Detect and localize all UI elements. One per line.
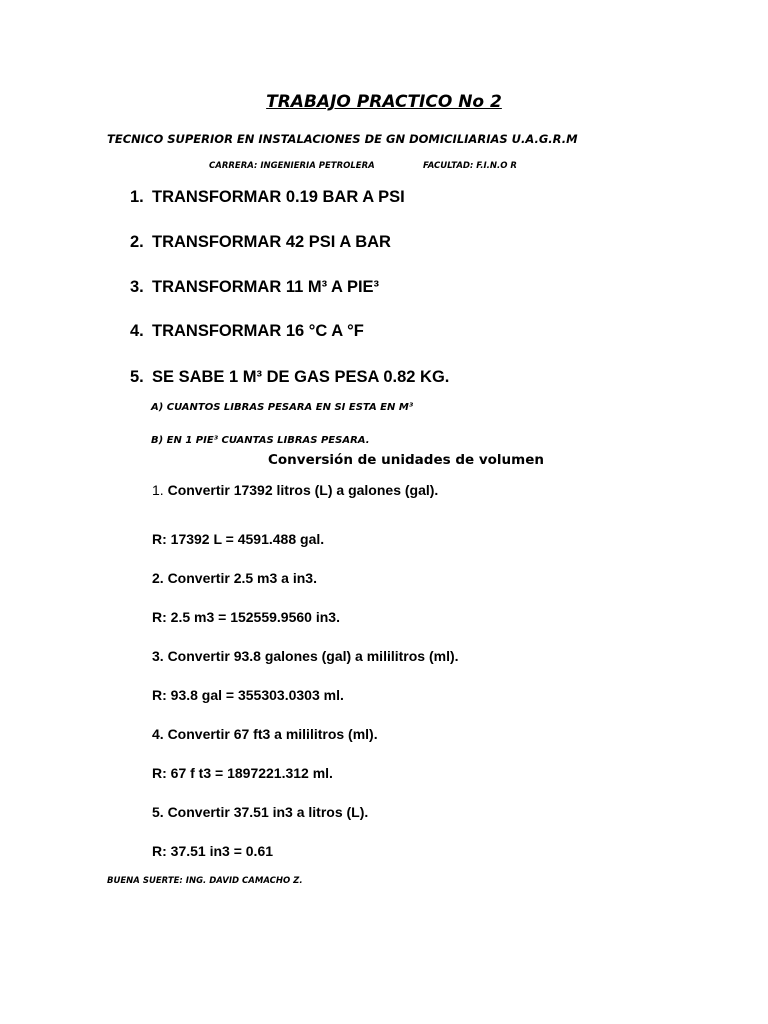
question-5 bbox=[130, 368, 449, 387]
question-text: TRANSFORMAR 0.19 BAR A PSI bbox=[152, 188, 405, 206]
question-3 bbox=[130, 278, 379, 297]
question-4 bbox=[130, 322, 364, 341]
conversion-line: 2. Convertir 2.5 m3 a in3. bbox=[152, 570, 317, 586]
question-text: TRANSFORMAR 42 PSI A BAR bbox=[152, 233, 391, 251]
conversion-line bbox=[152, 482, 438, 498]
conversion-line: R: 93.8 gal = 355303.0303 ml. bbox=[152, 687, 344, 703]
question-text: TRANSFORMAR 16 °C A °F bbox=[152, 322, 364, 340]
subquestion-b: B) EN 1 PIE³ CUANTAS LIBRAS PESARA. bbox=[151, 435, 370, 446]
question-number: 5. bbox=[130, 368, 144, 386]
question-number: 3. bbox=[130, 278, 144, 296]
course-subtitle: TECNICO SUPERIOR EN INSTALACIONES DE GN DOMICILIARIAS U.A.G.R.M bbox=[107, 132, 578, 146]
question-text: TRANSFORMAR 11 M³ A PIE³ bbox=[152, 278, 380, 296]
question-number: 1. bbox=[130, 188, 144, 206]
question-number: 2. bbox=[130, 233, 144, 251]
question-text: SE SABE 1 M³ DE GAS PESA 0.82 KG. bbox=[152, 368, 450, 386]
line-text: Convertir 17392 litros (L) a galones (gal). bbox=[167, 482, 439, 498]
page-title: TRABAJO PRACTICO No 2 bbox=[266, 92, 502, 112]
question-2 bbox=[130, 233, 391, 252]
career-label: CARRERA: INGENIERIA PETROLERA bbox=[209, 161, 375, 171]
conversion-line: 3. Convertir 93.8 galones (gal) a mililitros (ml). bbox=[152, 648, 459, 664]
faculty-label: FACULTAD: F.I.N.O R bbox=[423, 161, 517, 171]
conversion-title: Conversión de unidades de volumen bbox=[267, 452, 545, 468]
question-number: 4. bbox=[130, 322, 144, 340]
line-number: 1. bbox=[152, 482, 164, 498]
conversion-line: R: 67 f t3 = 1897221.312 ml. bbox=[152, 765, 333, 781]
subquestion-a: A) CUANTOS LIBRAS PESARA EN SI ESTA EN M³ bbox=[151, 402, 414, 413]
footer-signature: BUENA SUERTE: ING. DAVID CAMACHO Z. bbox=[107, 876, 303, 886]
conversion-line: R: 2.5 m3 = 152559.9560 in3. bbox=[152, 609, 340, 625]
conversion-line: R: 37.51 in3 = 0.61 bbox=[152, 843, 274, 859]
question-1 bbox=[130, 188, 405, 207]
conversion-line: R: 17392 L = 4591.488 gal. bbox=[152, 531, 325, 547]
conversion-line: 5. Convertir 37.51 in3 a litros (L). bbox=[152, 804, 369, 820]
conversion-line: 4. Convertir 67 ft3 a mililitros (ml). bbox=[152, 726, 378, 742]
